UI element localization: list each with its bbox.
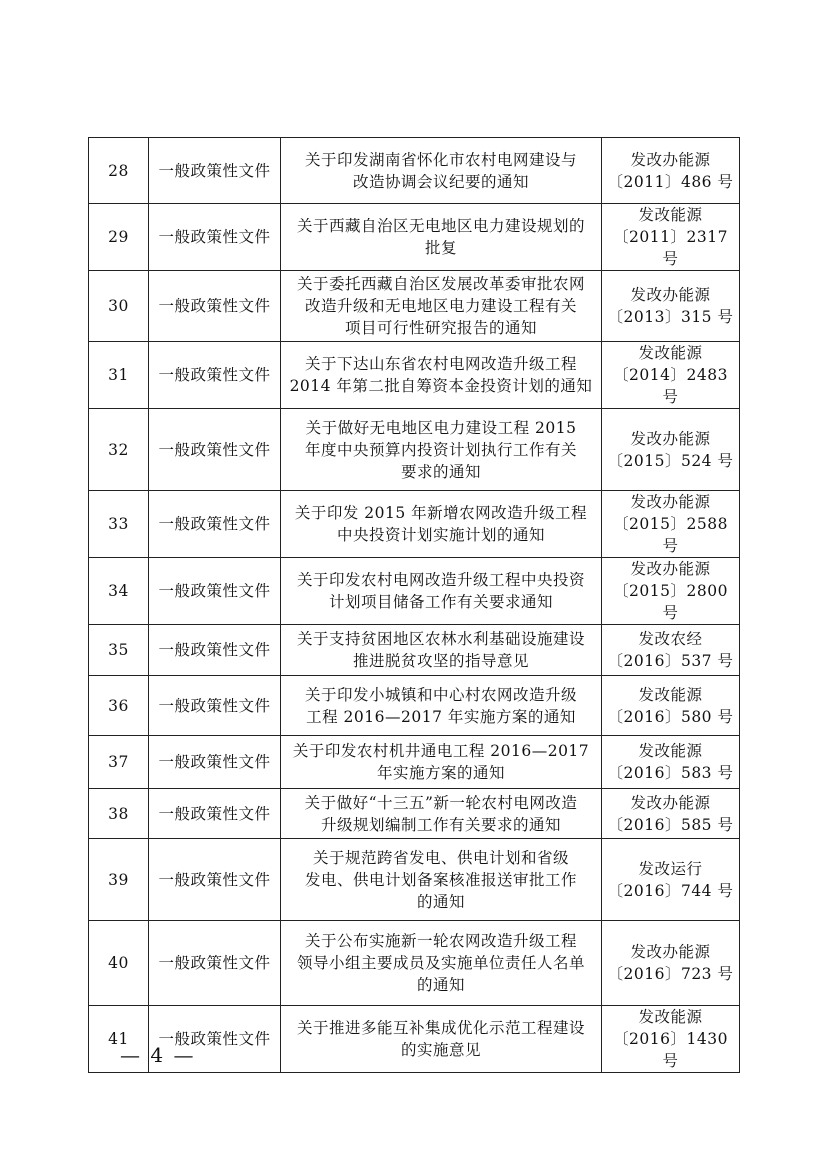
row-category: 一般政策性文件: [149, 839, 281, 921]
table-row: [89, 491, 740, 558]
row-doc-number: 发改能源 〔2016〕580 号: [602, 676, 740, 736]
row-doc-number: 发改办能源 〔2015〕524 号: [602, 409, 740, 491]
row-title: 关于西藏自治区无电地区电力建设规划的 批复: [281, 204, 602, 271]
table-row: [89, 839, 740, 921]
row-doc-number: 发改能源 〔2011〕2317 号: [602, 204, 740, 271]
row-category: 一般政策性文件: [149, 625, 281, 676]
document-table: [88, 137, 740, 1073]
row-title: 关于做好“十三五”新一轮农村电网改造 升级规划编制工作有关要求的通知: [281, 789, 602, 839]
row-doc-number: 发改办能源 〔2016〕585 号: [602, 789, 740, 839]
row-category: 一般政策性文件: [149, 271, 281, 342]
row-title: 关于公布实施新一轮农网改造升级工程 领导小组主要成员及实施单位责任人名单 的通知: [281, 921, 602, 1006]
row-title: 关于委托西藏自治区发展改革委审批农网 改造升级和无电地区电力建设工程有关 项目可行性研究报告的通知: [281, 271, 602, 342]
row-number: 35: [89, 625, 149, 676]
row-number: 32: [89, 409, 149, 491]
row-doc-number: 发改能源 〔2016〕1430 号: [602, 1006, 740, 1073]
table-body: [89, 138, 740, 1073]
row-number: 29: [89, 204, 149, 271]
row-category: 一般政策性文件: [149, 736, 281, 789]
row-number: 37: [89, 736, 149, 789]
table-row: [89, 342, 740, 409]
row-category: 一般政策性文件: [149, 1006, 281, 1073]
row-doc-number: 发改办能源 〔2016〕723 号: [602, 921, 740, 1006]
row-number: 38: [89, 789, 149, 839]
row-title: 关于印发农村电网改造升级工程中央投资 计划项目储备工作有关要求通知: [281, 558, 602, 625]
row-title: 关于印发小城镇和中心村农网改造升级 工程 2016—2017 年实施方案的通知: [281, 676, 602, 736]
table-row: [89, 736, 740, 789]
row-number: 36: [89, 676, 149, 736]
row-category: 一般政策性文件: [149, 558, 281, 625]
row-title: 关于印发 2015 年新增农网改造升级工程 中央投资计划实施计划的通知: [281, 491, 602, 558]
table-row: [89, 409, 740, 491]
row-doc-number: 发改能源 〔2016〕583 号: [602, 736, 740, 789]
row-title: 关于支持贫困地区农林水利基础设施建设 推进脱贫攻坚的指导意见: [281, 625, 602, 676]
row-doc-number: 发改办能源 〔2015〕2588 号: [602, 491, 740, 558]
row-category: 一般政策性文件: [149, 342, 281, 409]
row-number: 33: [89, 491, 149, 558]
row-doc-number: 发改办能源 〔2011〕486 号: [602, 138, 740, 204]
row-category: 一般政策性文件: [149, 409, 281, 491]
row-title: 关于规范跨省发电、供电计划和省级 发电、供电计划备案核准报送审批工作 的通知: [281, 839, 602, 921]
table-row: [89, 204, 740, 271]
row-title: 关于印发农村机井通电工程 2016—2017 年实施方案的通知: [281, 736, 602, 789]
row-doc-number: 发改运行 〔2016〕744 号: [602, 839, 740, 921]
row-title: 关于下达山东省农村电网改造升级工程 2014 年第二批自筹资本金投资计划的通知: [281, 342, 602, 409]
page-number: — 4 —: [120, 1043, 196, 1067]
table-row: [89, 625, 740, 676]
table-row: [89, 271, 740, 342]
row-number: 39: [89, 839, 149, 921]
row-number: 30: [89, 271, 149, 342]
row-number: 34: [89, 558, 149, 625]
row-number: 28: [89, 138, 149, 204]
row-title: 关于印发湖南省怀化市农村电网建设与 改造协调会议纪要的通知: [281, 138, 602, 204]
row-number: 41: [89, 1006, 149, 1073]
row-doc-number: 发改办能源 〔2013〕315 号: [602, 271, 740, 342]
table-row: [89, 921, 740, 1006]
row-doc-number: 发改办能源 〔2015〕2800 号: [602, 558, 740, 625]
table-row: [89, 138, 740, 204]
row-category: 一般政策性文件: [149, 491, 281, 558]
row-number: 31: [89, 342, 149, 409]
row-category: 一般政策性文件: [149, 204, 281, 271]
row-title: 关于做好无电地区电力建设工程 2015 年度中央预算内投资计划执行工作有关 要求的通知: [281, 409, 602, 491]
table-row: [89, 558, 740, 625]
row-category: 一般政策性文件: [149, 789, 281, 839]
row-category: 一般政策性文件: [149, 676, 281, 736]
table-row: [89, 676, 740, 736]
row-category: 一般政策性文件: [149, 921, 281, 1006]
row-category: 一般政策性文件: [149, 138, 281, 204]
row-doc-number: 发改农经 〔2016〕537 号: [602, 625, 740, 676]
row-title: 关于推进多能互补集成优化示范工程建设 的实施意见: [281, 1006, 602, 1073]
row-doc-number: 发改能源 〔2014〕2483 号: [602, 342, 740, 409]
row-number: 40: [89, 921, 149, 1006]
table-row: [89, 789, 740, 839]
